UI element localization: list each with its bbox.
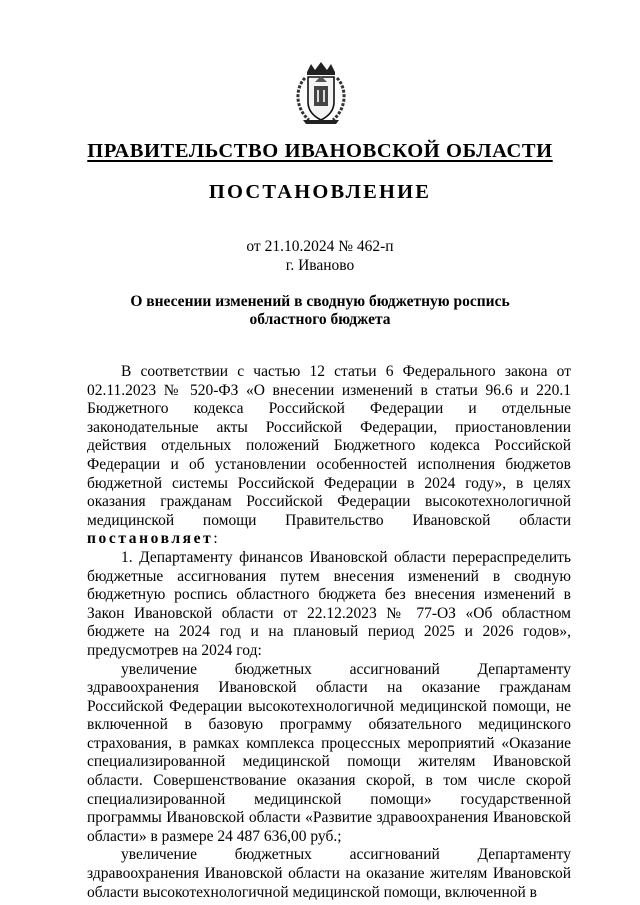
ivanovo-coat-of-arms-icon [293, 62, 349, 128]
paragraph-increase-2: увеличение бюджетных ассигнований Департаменту здравоохранения Ивановской области на оказание жителям Ивановской области высокотехнологичной медицинской помощи, включенной в [87, 846, 571, 901]
subject-line-2: областного бюджета [249, 311, 391, 328]
document-body [87, 363, 571, 902]
government-title: ПРАВИТЕЛЬСТВО ИВАНОВСКОЙ ОБЛАСТИ [87, 140, 553, 162]
preamble-colon: : [213, 530, 218, 548]
paragraph-clause-1: 1. Департаменту финансов Ивановской области перераспределить бюджетные ассигнования путем внесения изменений в сводную бюджетную роспись областного бюджета без внесения изменений в Закон Ивановской области от 22.12.2023 № 77-ОЗ «Об областном бюджете на 2024 год и на плановый период 2025 и 2026 годов», предусмотрев на 2024 год: [87, 548, 571, 659]
paragraph-increase-1: увеличение бюджетных ассигнований Департаменту здравоохранения Ивановской области на оказание гражданам Российской Федерации высокотехнологичной медицинской помощи, не включенной в базовую программу обязательного медицинского страхования, в рамках комплекса процессных мероприятий «Оказание специализированной медицинской помощи жителям Ивановской области. Совершенствование оказания скорой, в том числе скорой специализированной медицинской помощи» государственной программы Ивановской области «Развитие здравоохранения Ивановской области» в размере 24 487 636,00 руб.; [87, 660, 571, 845]
city: г. Иваново [285, 257, 355, 274]
subject-title [0, 293, 640, 329]
keyword-postanovlyaet: постановляет [87, 530, 214, 548]
document-type: ПОСТАНОВЛЕНИЕ [208, 181, 432, 203]
date-number: от 21.10.2024 № 462-п [246, 238, 394, 255]
subject-line-1: О внесении изменений в сводную бюджетную роспись [130, 293, 510, 310]
preamble-text: В соответствии с частью 12 статьи 6 Федерального закона от 02.11.2023 № 520-ФЗ «О внесении изменений в статьи 96.6 и 220.1 Бюджетного кодекса Российской Федерации и отдельные законодательные акты Российской Федерации, приостановлении действия отдельных положений Бюджетного кодекса Российской Федерации и об установлении особенностей исполнения бюджетов бюджетной системы Российской Федерации в 2024 году», в целях оказания гражданам Российской Федерации высокотехнологичной медицинской помощи Правительство Ивановской области [87, 363, 571, 529]
paragraph-preamble [87, 363, 571, 549]
